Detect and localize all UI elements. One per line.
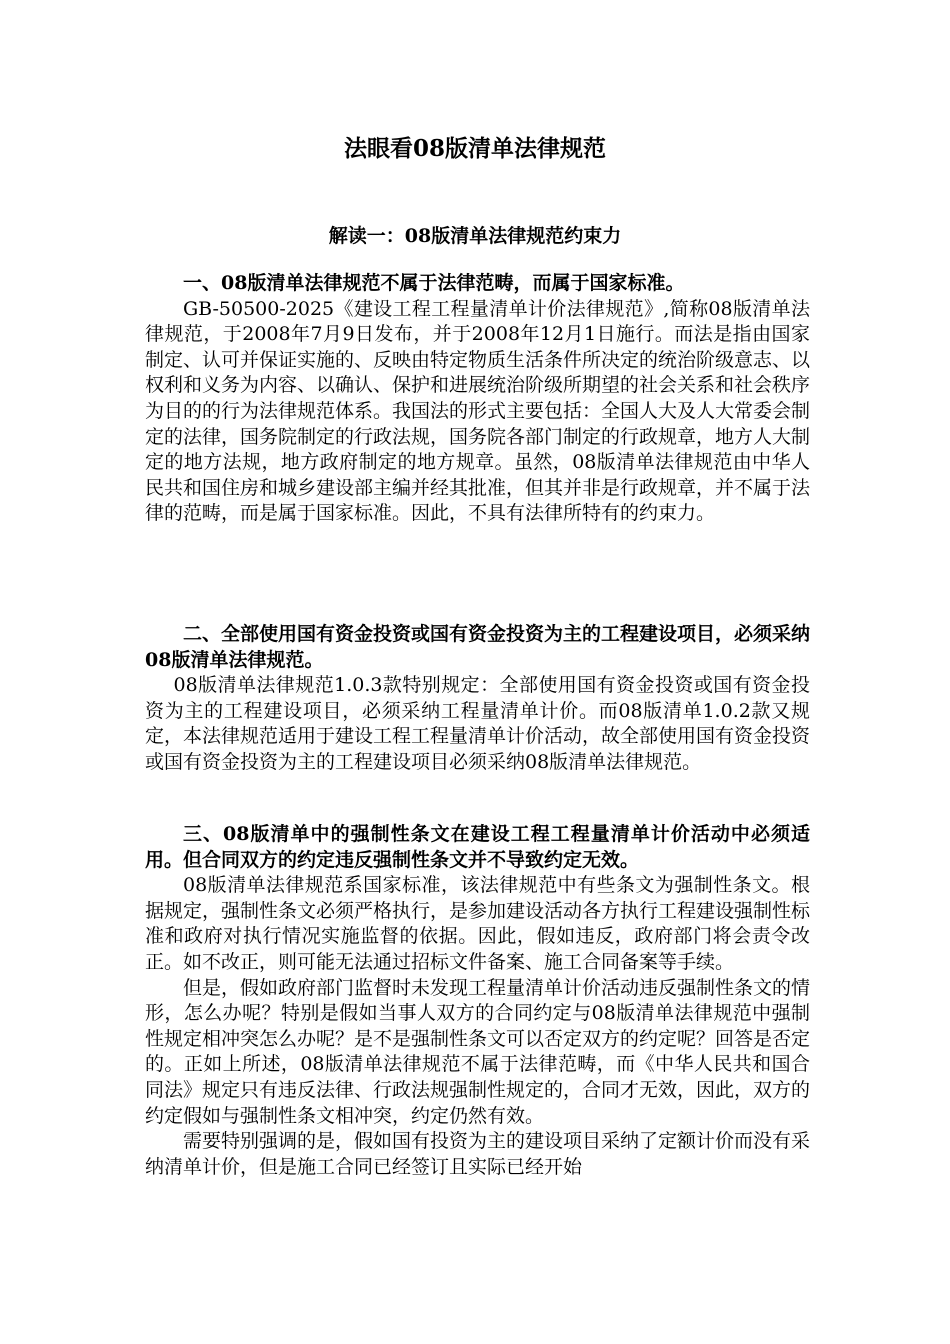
page-title: 法眼看08版清单法律规范 [343,135,606,162]
section-subtitle: 解读一：08版清单法律规范约束力 [328,225,622,247]
section-1-paragraph-1: GB-50500-2025《建设工程工程量清单计价法律规范》,简称08版清单法律规范，于2008年7月9日发布，并于2008年12月1日施行。而法是指由国家制定、认可并保证实施的、反映由特定物质生活条件所决定的统治阶级意志、以权利和义务为内容、以确认、保护和进展统治阶级所期望的社会关系和社会秩序为目的的行为法律规范体系。我国法的形式主要包括：全国人大及人大常委会制定的法律，国务院制定的行政法规，国务院各部门制定的行政规章，地方人大制定的地方法规，地方政府制定的地方规章。虽然，08版清单法律规范由中华人民共和国住房和城乡建设部主编并经其批准，但其并非是行政规章，并不属于法律的范畴，而是属于国家标准。因此，不具有法律所特有的约束力。 [145,297,811,525]
section-3-paragraph-1: 08版清单法律规范系国家标准，该法律规范中有些条文为强制性条文。根据规定，强制性条文必须严格执行，是参加建设活动各方执行工程建设强制性标准和政府对执行情况实施监督的依据。因此，假如违反，政府部门将会责令改正。如不改正，则可能无法通过招标文件备案、施工合同备案等手续。 [145,874,811,973]
section-2 [145,622,810,776]
section-3 [145,822,810,1180]
section-3-paragraph-3: 需要特别强调的是，假如国有投资为主的建设项目采纳了定额计价而没有采纳清单计价，但是施工合同已经签订且实际已经开始 [145,1130,811,1178]
section-1 [145,271,810,527]
section-1-heading: 一、08版清单法律规范不属于法律范畴，而属于国家标准。 [183,272,685,294]
section-2-heading: 二、全部使用国有资金投资或国有资金投资为主的工程建设项目，必须采纳08版清单法律规范。 [145,623,811,671]
section-2-paragraph-1: 08版清单法律规范1.0.3款特别规定：全部使用国有资金投资或国有资金投资为主的工程建设项目，必须采纳工程量清单计价。而08版清单1.0.2款又规定，本法律规范适用于建设工程工程量清单计价活动，故全部使用国有资金投资或国有资金投资为主的工程建设项目必须采纳08版清单法律规范。 [145,674,811,773]
section-3-heading: 三、08版清单中的强制性条文在建设工程工程量清单计价活动中必须适用。但合同双方的约定违反强制性条文并不导致约定无效。 [145,823,810,871]
section-3-paragraph-2: 但是，假如政府部门监督时未发现工程量清单计价活动违反强制性条文的情形，怎么办呢？特别是假如当事人双方的合同约定与08版清单法律规范中强制性规定相冲突怎么办呢？是不是强制性条文可以否定双方的约定呢？回答是否定的。正如上所述，08版清单法律规范不属于法律范畴，而《中华人民共和国合同法》规定只有违反法律、行政法规强制性规定的，合同才无效，因此，双方的约定假如与强制性条文相冲突，约定仍然有效。 [145,976,811,1127]
